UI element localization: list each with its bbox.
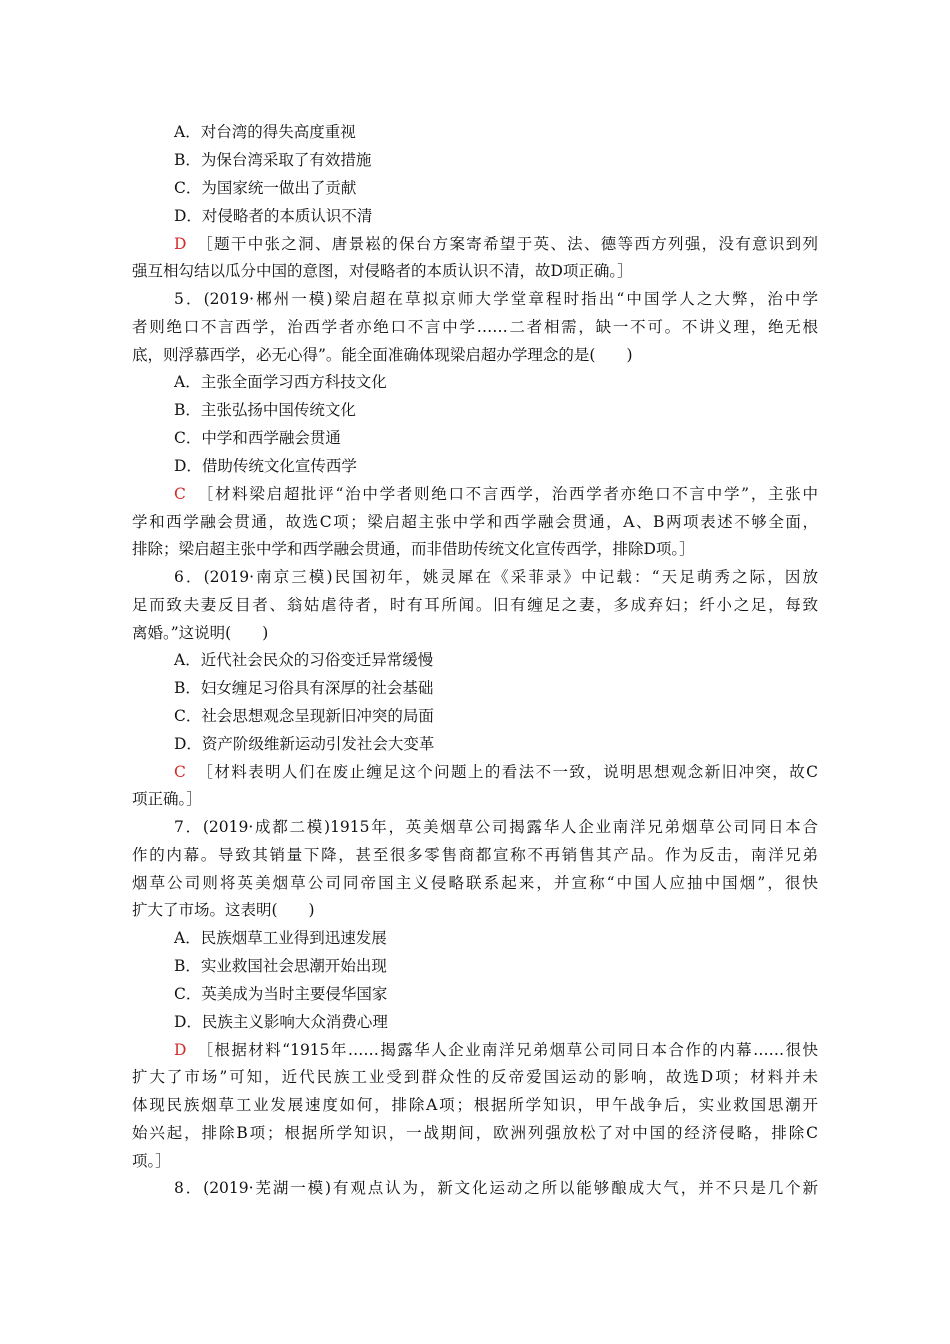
q5-answer: C <box>174 485 186 503</box>
q4-option-c: C．为国家统一做出了贡献 <box>174 179 357 197</box>
q4-answer: D <box>174 235 187 253</box>
q5-stem-line-2: 者则绝口不言西学，治西学者亦绝口不言中学……二者相需，缺一不可。不讲义理，绝无根 <box>132 318 818 336</box>
q4-option-d: D．对侵略者的本质认识不清 <box>174 207 373 225</box>
q7-option-b: B．实业救国社会思潮开始出现 <box>174 957 387 975</box>
q5-explanation-line-2: 学和西学融会贯通，故选C项；梁启超主张中学和西学融会贯通，A、B两项表述不够全面， <box>132 513 818 531</box>
q6-stem-line-1: 6．(2019·南京三模)民国初年，姚灵犀在《采菲录》中记载：“天足萌秀之际，因放 <box>174 568 818 586</box>
q6-option-a: A．近代社会民众的习俗变迁异常缓慢 <box>174 651 434 669</box>
q4-explanation-line-2: 强互相勾结以瓜分中国的意图，对侵略者的本质认识不清，故D项正确。］ <box>132 262 633 280</box>
q7-explanation-line-1: D ［根据材料“1915年……揭露华人企业南洋兄弟烟草公司同日本合作的内幕……很快 <box>174 1041 818 1059</box>
q7-option-c: C．英美成为当时主要侵华国家 <box>174 985 388 1003</box>
q6-option-c: C．社会思想观念呈现新旧冲突的局面 <box>174 707 434 725</box>
q5-option-c: C．中学和西学融会贯通 <box>174 429 341 447</box>
q7-explanation-line-4: 始兴起，排除B项；根据所学知识，一战期间，欧洲列强放松了对中国的经济侵略，排除C <box>132 1124 818 1142</box>
q5-explanation-line-1: C ［材料梁启超批评“治中学者则绝口不言西学，治西学者亦绝口不言中学”，主张中 <box>174 485 818 503</box>
q4-explanation-line-1: D ［题干中张之洞、唐景崧的保台方案寄希望于英、法、德等西方列强，没有意识到列 <box>174 235 818 253</box>
q4-option-b: B．为保台湾采取了有效措施 <box>174 151 372 169</box>
q6-stem-line-3: 离婚。”这说明( ) <box>132 624 269 642</box>
q6-explanation-line-1: C ［材料表明人们在废止缠足这个问题上的看法不一致，说明思想观念新旧冲突，故C <box>174 763 818 781</box>
q6-stem-line-2: 足而致夫妻反目者、翁姑虐待者，时有耳所闻。旧有缠足之妻，多成弃妇；纤小之足，每致 <box>132 596 818 614</box>
q5-explanation-line-3: 排除；梁启超主张中学和西学融会贯通，而非借助传统文化宣传西学，排除D项。］ <box>132 540 695 558</box>
q5-stem-line-3: 底，则浮慕西学，必无心得”。能全面准确体现梁启超办学理念的是( ) <box>132 346 633 364</box>
q7-explanation-line-3: 体现民族烟草工业发展速度如何，排除A项；根据所学知识，甲午战争后，实业救国思潮开 <box>132 1096 818 1114</box>
q7-stem-line-1: 7．(2019·成都二模)1915年，英美烟草公司揭露华人企业南洋兄弟烟草公司同日本合 <box>174 818 818 836</box>
q7-explanation-line-2: 扩大了市场”可知，近代民族工业受到群众性的反帝爱国运动的影响，故选D项；材料并未 <box>132 1068 818 1086</box>
q5-stem-line-1: 5．(2019·郴州一模)梁启超在草拟京师大学堂章程时指出“中国学人之大弊，治中学 <box>174 290 818 308</box>
q8-stem-line-1: 8．(2019·芜湖一模)有观点认为，新文化运动之所以能够酿成大气，并不只是几个新 <box>174 1179 818 1197</box>
q7-stem-line-2: 作的内幕。导致其销量下降，甚至很多零售商都宣称不再销售其产品。作为反击，南洋兄弟 <box>132 846 818 864</box>
q5-option-d: D．借助传统文化宣传西学 <box>174 457 357 475</box>
q6-explanation-line-2: 项正确。］ <box>132 790 202 808</box>
q7-stem-line-3: 烟草公司则将英美烟草公司同帝国主义侵略联系起来，并宣称“中国人应抽中国烟”，很快 <box>132 874 818 892</box>
q4-option-a: A．对台湾的得失高度重视 <box>174 123 356 141</box>
q6-option-b: B．妇女缠足习俗具有深厚的社会基础 <box>174 679 434 697</box>
q7-explanation-line-5: 项。］ <box>132 1152 171 1170</box>
q5-option-a: A．主张全面学习西方科技文化 <box>174 373 387 391</box>
q7-option-d: D．民族主义影响大众消费心理 <box>174 1013 388 1031</box>
q6-option-d: D．资产阶级维新运动引发社会大变革 <box>174 735 435 753</box>
q7-answer: D <box>174 1041 187 1059</box>
q7-stem-line-4: 扩大了市场。这表明( ) <box>132 901 315 919</box>
q6-answer: C <box>174 763 186 781</box>
q5-option-b: B．主张弘扬中国传统文化 <box>174 401 356 419</box>
q7-option-a: A．民族烟草工业得到迅速发展 <box>174 929 387 947</box>
